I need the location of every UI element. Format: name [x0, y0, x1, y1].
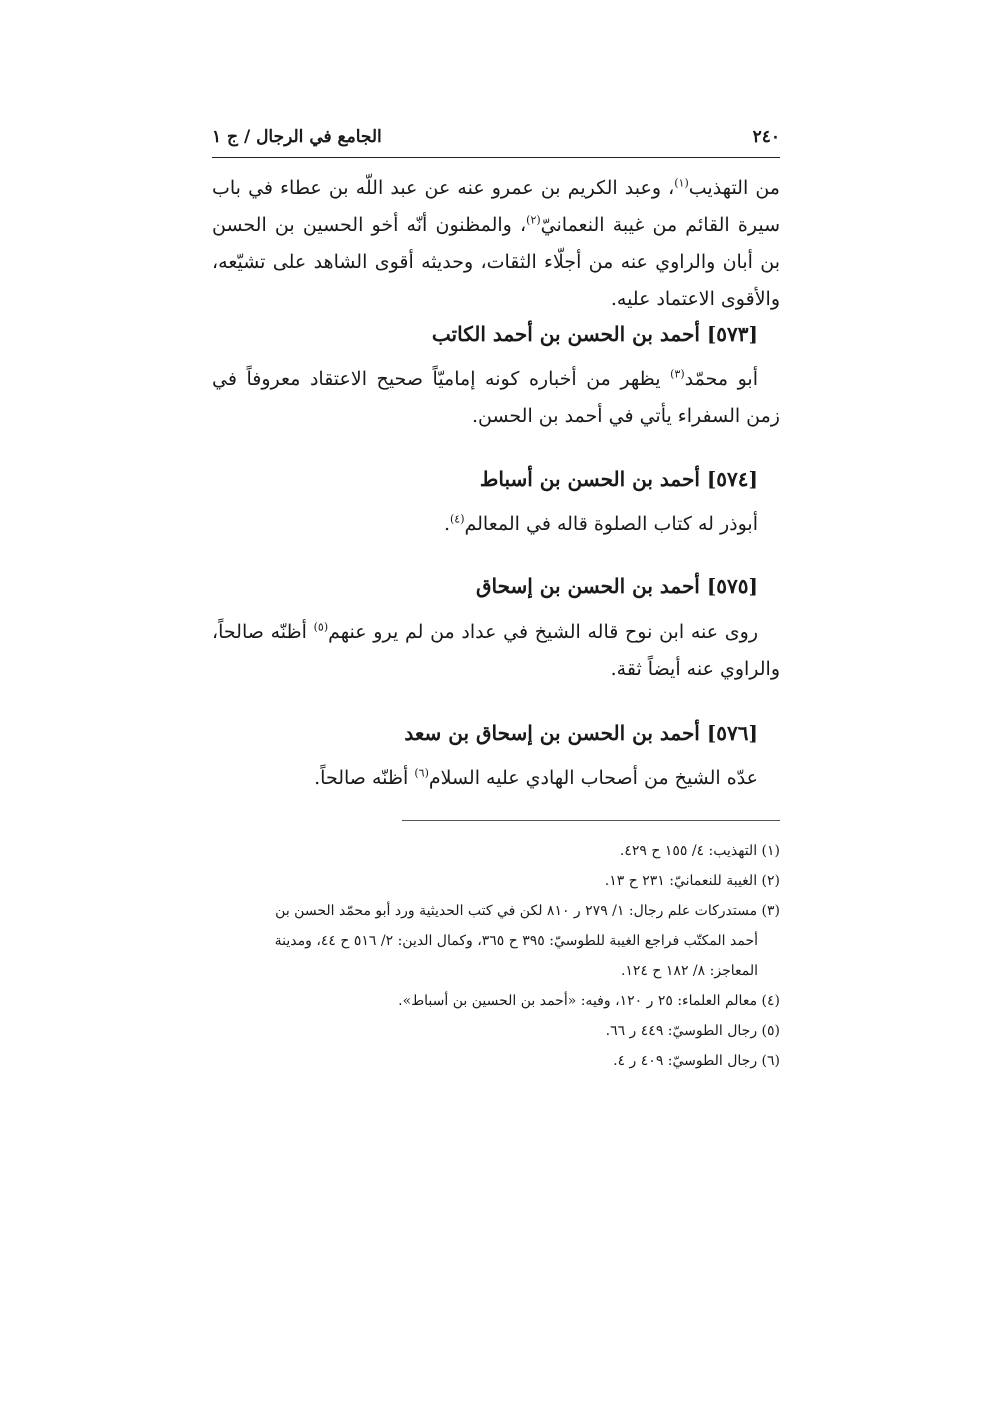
footnote-ref-6[interactable]: (٦): [414, 766, 429, 780]
page: [212, 0, 780, 1403]
footnote-ref-4[interactable]: (٤): [449, 512, 465, 526]
intro-paragraph: [212, 170, 780, 318]
intro-text-1: من التهذيب: [688, 177, 780, 199]
entry-title-574: [٥٧٤] أحمد بن الحسن بن أسباط: [479, 467, 758, 491]
footnote-divider: [402, 820, 780, 821]
footnote-6: (٦) رجال الطوسيّ: ٤٠٩ ر ٤.: [613, 1053, 780, 1069]
intro-text-2: ، وعبد الكريم بن عمرو عنه عن عبد اللّه بن عطاء في باب سيرة القائم من غيبة النعمانيّ: [212, 177, 780, 236]
footnote-ref-3[interactable]: (٣): [670, 367, 685, 381]
footnote-3-line-3: المعاجز: ٨/ ١٨٢ ح ١٢٤.: [620, 963, 758, 979]
entry-body-576: [212, 760, 758, 797]
entry-title-575: [٥٧٥] أحمد بن الحسن بن إسحاق: [475, 574, 758, 598]
header-divider: [212, 157, 780, 158]
footnote-3-line-1: (٣) مستدركات علم رجال: ١/ ٢٧٩ ر ٨١٠ لكن في كتب الحديثية ورد أبو محمّد الحسن بن: [275, 903, 780, 919]
entry-575-text-1: روى عنه ابن نوح قاله الشيخ في عداد من لم يرو عنهم: [328, 621, 758, 643]
page-number: ٢٤٠: [752, 127, 780, 147]
footnote-3-line-2: أحمد المكتّب فراجع الغيبة للطوسيّ: ٣٩٥ ح ٣٦٥، وكمال الدين: ٢/ ٥١٦ ح ٤٤، ومدينة: [274, 933, 758, 949]
footnote-1: (١) التهذيب: ٤/ ١٥٥ ح ٤٢٩.: [619, 843, 780, 859]
entry-body-573: [212, 361, 780, 435]
entry-title-573: [٥٧٣] أحمد بن الحسن بن أحمد الكاتب: [431, 322, 758, 346]
entry-573-text-1: أبو محمّد: [684, 368, 758, 390]
intro-text-3: ، والمظنون أنّه أخو الحسين بن الحسن بن أبان والراوي عنه من أجلّاء الثقات، وحديثه أقوى الشاهد على تشيّعه، والأقوى الاعتماد عليه.: [212, 214, 780, 310]
footnote-ref-2[interactable]: (٢): [526, 213, 541, 227]
entry-574-text-1: أبوذر له كتاب الصلوة قاله في المعالم: [464, 513, 758, 535]
footnote-4: (٤) معالم العلماء: ٢٥ ر ١٢٠، وفيه: «أحمد بن الحسين بن أسباط».: [398, 993, 780, 1009]
entry-title-576: [٥٧٦] أحمد بن الحسن بن إسحاق بن سعد: [404, 721, 758, 745]
entry-575-text-2: أظنّه صالحاً، والراوي عنه أيضاً ثقة.: [212, 621, 780, 680]
entry-573-text-2: يظهر من أخباره كونه إماميّاً صحيح الاعتقاد معروفاً في زمن السفراء يأتي في أحمد بن الحسن.: [212, 368, 780, 427]
footnote-5: (٥) رجال الطوسيّ: ٤٤٩ ر ٦٦.: [605, 1023, 780, 1039]
entry-574-text-2: .: [443, 513, 450, 535]
entry-body-574: [212, 506, 758, 543]
footnote-ref-5[interactable]: (٥): [313, 620, 329, 634]
entry-body-575: [212, 614, 780, 688]
entry-576-text-2: أظنّه صالحاً.: [314, 767, 415, 789]
footnote-3: [212, 896, 780, 986]
footnotes: [212, 836, 780, 1076]
footnote-2: (٢) الغيبة للنعمانيّ: ٢٣١ ح ١٣.: [604, 873, 780, 889]
running-header: [212, 124, 780, 150]
entry-576-text-1: عدّه الشيخ من أصحاب الهادي عليه السلام: [428, 767, 758, 789]
footnote-ref-1[interactable]: (١): [674, 176, 689, 190]
book-title: الجامع في الرجال / ج ١: [212, 127, 382, 147]
